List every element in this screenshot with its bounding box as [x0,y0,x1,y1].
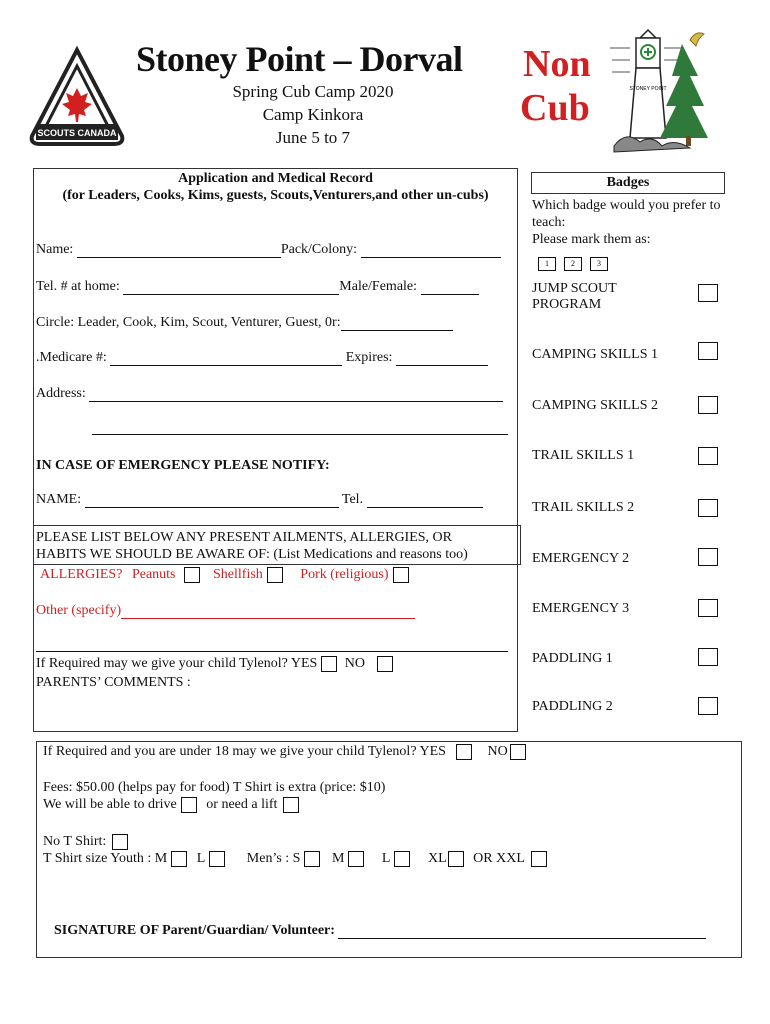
allergy-pork-checkbox[interactable] [393,567,409,583]
emergency-name-label: NAME: [36,492,82,507]
tylenol-under18-row [43,744,526,760]
pack-field[interactable] [361,245,501,258]
circle-label: Circle: Leader, Cook, Kim, Scout, Venturer, Guest, 0r: [36,315,341,330]
transport-row [43,797,299,813]
expires-label: Expires: [345,350,393,365]
badge-label-paddling-2: PADDLING 2 [532,699,613,714]
scouts-canada-logo [26,44,128,155]
signature-label: SIGNATURE OF Parent/Guardian/ Volunteer: [54,923,335,938]
ailments-line2: HABITS WE SHOULD BE AWARE OF: (List Medications and reasons too) [36,547,468,562]
tshirt-mens-s-checkbox[interactable] [304,851,320,867]
badge-checkbox-emergency-2[interactable] [698,548,718,566]
badge-label-emergency-3: EMERGENCY 3 [532,601,630,616]
parents-comments-label: PARENTS’ COMMENTS : [36,675,191,690]
drive-label: We will be able to drive [43,797,177,813]
name-label: Name: [36,242,74,257]
badges-title: Badges [606,175,650,190]
mark-1: 1 [538,257,556,271]
tylenol-no-checkbox[interactable] [377,656,393,672]
tylenol-under18-question: If Required and you are under 18 may we give your child Tylenol? YES [43,744,446,760]
address-field[interactable] [89,389,503,402]
tylenol-yes-label: YES [290,656,318,672]
allergies-row [40,567,409,583]
fees-text: Fees: $50.00 (helps pay for food) T Shirt is extra (price: $10) [43,780,386,795]
tshirt-mens-m-checkbox[interactable] [348,851,364,867]
badge-label-paddling-1: PADDLING 1 [532,651,613,666]
pack-label: Pack/Colony: [280,242,358,257]
address-row [36,386,503,402]
drive-checkbox[interactable] [181,797,197,813]
signature-row [54,923,706,939]
camp-subtitle: Spring Cub Camp 2020 [232,82,394,101]
tshirt-mens-m-label: M [331,851,345,867]
emergency-name-field[interactable] [85,495,339,508]
tel-field[interactable] [123,282,339,295]
lighthouse-logo [600,26,720,167]
allergy-shellfish-checkbox[interactable] [267,567,283,583]
badge-checkbox-paddling-1[interactable] [698,648,718,666]
allergy-pork-label: Pork (religious) [300,567,389,583]
no-tshirt-label: No T Shirt: [43,834,107,850]
lift-label: or need a lift [206,797,278,813]
circle-row [36,315,453,331]
allergy-shellfish-label: Shellfish [213,567,263,583]
name-row [36,242,501,258]
tshirt-youth-l-label: L [196,851,206,867]
ailments-field-line[interactable] [36,651,508,652]
badge-checkbox-trail-1[interactable] [698,447,718,465]
camp-dates: June 5 to 7 [275,128,351,147]
allergy-peanuts-checkbox[interactable] [184,567,200,583]
tshirt-xxl-label: OR XXL [473,851,525,867]
tshirt-size-row [43,851,547,867]
camp-location: Camp Kinkora [262,105,364,124]
emergency-heading: IN CASE OF EMERGENCY PLEASE NOTIFY: [36,458,330,473]
medicare-field[interactable] [110,353,342,366]
ailments-line1: PLEASE LIST BELOW ANY PRESENT AILMENTS, ALLERGIES, OR [36,530,453,545]
other-field[interactable] [121,606,415,619]
tylenol-under18-no-label: NO [487,744,508,760]
badge-checkbox-camping-2[interactable] [698,396,718,414]
tshirt-mens-s-label: Men’s : S [246,851,301,867]
mark-2: 2 [564,257,582,271]
badge-label-camping-1: CAMPING SKILLS 1 [532,347,659,362]
tshirt-youth-l-checkbox[interactable] [209,851,225,867]
cub-label: Cub [520,87,590,129]
circle-other-field[interactable] [341,318,453,331]
lighthouse-text: STONEY POINT [629,86,667,92]
badges-prompt: Which badge would you prefer to teach: [532,198,721,230]
tylenol-no-label: NO [344,656,366,672]
tylenol-under18-no-checkbox[interactable] [510,744,526,760]
no-tshirt-checkbox[interactable] [112,834,128,850]
badge-label-trail-2: TRAIL SKILLS 2 [532,500,635,515]
name-field[interactable] [77,245,281,258]
signature-field[interactable] [338,926,706,939]
badge-label-emergency-2: EMERGENCY 2 [532,551,630,566]
non-label: Non [523,43,591,85]
badge-label-jump-scout: JUMP SCOUT PROGRAM [532,281,617,312]
gender-label: Male/Female: [339,279,418,294]
form-heading: Application and Medical Record [178,171,373,186]
expires-field[interactable] [396,353,488,366]
address-label: Address: [36,386,86,401]
tshirt-mens-l-checkbox[interactable] [394,851,410,867]
tylenol-under18-yes-checkbox[interactable] [456,744,472,760]
tshirt-mens-xl-checkbox[interactable] [448,851,464,867]
tshirt-mens-l-label: L [381,851,391,867]
medicare-row [36,350,488,366]
emergency-tel-field[interactable] [367,495,483,508]
page-title: Stoney Point – Dorval [136,39,463,79]
address-field-line2[interactable] [92,434,508,435]
badges-mark-legend [538,253,616,271]
tshirt-youth-m-label: T Shirt size Youth : M [43,851,168,867]
form-subheading: (for Leaders, Cooks, Kims, guests, Scouts,Venturers,and other un-cubs) [62,188,489,203]
mark-3: 3 [590,257,608,271]
emergency-row [36,492,483,508]
medicare-label: .Medicare #: [36,350,107,365]
allergies-label: ALLERGIES? [40,567,123,583]
badges-mark-prompt: Please mark them as: [532,232,651,247]
tshirt-mens-xl-label: XL [427,851,447,867]
badge-checkbox-trail-2[interactable] [698,499,718,517]
tylenol-question: If Required may we give your child Tylenol? [36,656,288,672]
badge-label-camping-2: CAMPING SKILLS 2 [532,398,659,413]
tylenol-yes-checkbox[interactable] [321,656,337,672]
emergency-tel-label: Tel. [341,492,364,507]
badge-checkbox-camping-1[interactable] [698,342,718,360]
other-label: Other (specify) [36,603,122,618]
badge-checkbox-paddling-2[interactable] [698,697,718,715]
logo-text: SCOUTS CANADA [37,128,117,138]
tel-row [36,279,479,295]
lift-checkbox[interactable] [283,797,299,813]
no-tshirt-row [43,834,128,850]
badge-label-trail-1: TRAIL SKILLS 1 [532,448,635,463]
other-row [36,603,415,619]
tel-label: Tel. # at home: [36,279,120,294]
badge-checkbox-emergency-3[interactable] [698,599,718,617]
tylenol-row [36,656,393,672]
tshirt-xxl-checkbox[interactable] [531,851,547,867]
tshirt-youth-m-checkbox[interactable] [171,851,187,867]
badge-checkbox-jump-scout[interactable] [698,284,718,302]
allergy-peanuts-label: Peanuts [131,567,176,583]
gender-field[interactable] [421,282,479,295]
